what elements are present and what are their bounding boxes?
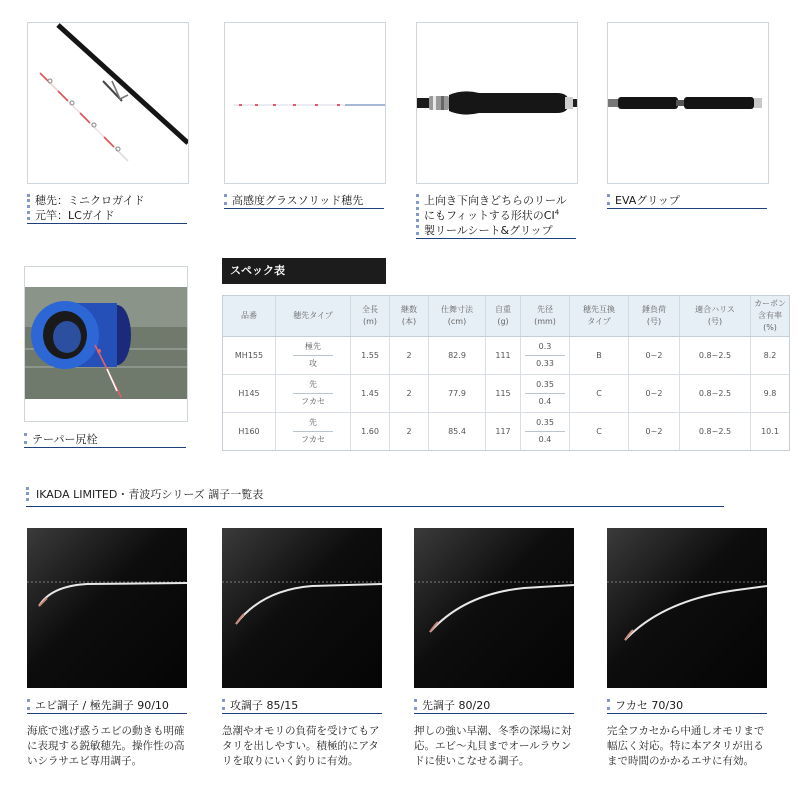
cell-weight: 111 <box>486 337 521 375</box>
rod-bend-curve <box>27 528 187 688</box>
cell-harris: 0.8~2.5 <box>680 413 751 451</box>
caption-line: EVAグリップ <box>615 194 680 207</box>
spec-table <box>223 296 789 450</box>
cell-closed: 77.9 <box>429 375 486 413</box>
action-desc-saki: 押しの強い早潮、冬季の深場に対応。エビ～丸貝までオールラウンドに使いこなせる調子。 <box>414 725 572 767</box>
cell-tip-type: 先 フカセ <box>276 375 351 413</box>
butt-cap-photo <box>24 266 188 422</box>
cell-length: 1.55 <box>351 337 390 375</box>
caption-solid-tip <box>224 193 384 209</box>
action-curve-seme <box>222 528 382 688</box>
action-desc-fukase: 完全フカセから中通しオモリまで幅広く対応。特に本アタリが出るまで時間のかかるエサに有効。 <box>607 725 765 767</box>
rod-guides-illustration <box>28 23 188 183</box>
action-label-fukase: フカセ 70/30 <box>607 698 767 714</box>
rod-bend-curve <box>222 528 382 688</box>
cell-tip-diameter: 0.35 0.4 <box>521 413 570 451</box>
cell-closed: 82.9 <box>429 337 486 375</box>
cell-pieces: 2 <box>390 413 429 451</box>
action-label-seme: 攻調子 85/15 <box>222 698 382 714</box>
caption-reel-seat <box>416 193 576 239</box>
cell-tip-diameter: 0.3 0.33 <box>521 337 570 375</box>
header-tip-diameter: 先径 (mm) <box>521 296 570 337</box>
reel-seat-illustration <box>417 23 577 183</box>
cell-carbon: 10.1 <box>761 426 779 436</box>
reel-seat-photo <box>416 22 578 184</box>
butt-cap-illustration <box>25 267 187 421</box>
cell-carbon: 8.2 <box>751 337 790 375</box>
solid-tip-illustration <box>225 23 385 183</box>
action-desc-seme: 急潮やオモリの負荷を受けてもアタリを出しやすい。積極的にアタリを取りにいく釣りに有効。 <box>222 725 380 767</box>
action-curve-saki <box>414 528 574 688</box>
caption-line-text: にもフィットする形状のCI <box>424 209 555 222</box>
caption-line <box>424 208 576 223</box>
action-section-title: IKADA LIMITED・青波巧シリーズ 調子一覧表 <box>26 486 724 507</box>
cell-compat: C <box>570 413 629 451</box>
caption-line: テーパー尻栓 <box>32 433 98 446</box>
cell-sinker: 0~2 <box>629 413 680 451</box>
rod-bend-curve <box>607 528 767 688</box>
cell-harris: 0.8~2.5 <box>680 375 751 413</box>
caption-line: 元竿：LCガイド <box>35 209 115 222</box>
cell-length: 1.60 <box>351 413 390 451</box>
header-closed-length: 仕舞寸法 (cm) <box>429 296 486 337</box>
action-desc-ebi: 海底で逃げ惑うエビの動きも明確に表現する鋭敏穂先。操作性の高いシラサエビ専用調子。 <box>27 725 185 767</box>
spec-header-row <box>223 296 789 337</box>
eva-grip-photo <box>607 22 769 184</box>
cell-model: H160 <box>223 413 276 451</box>
header-sinker: 錘負荷 (号) <box>629 296 680 337</box>
cell-pieces: 2 <box>390 337 429 375</box>
caption-line: 製リールシート&グリップ <box>424 224 553 237</box>
caption-eva-grip <box>607 193 767 209</box>
caption-guides <box>27 193 187 224</box>
superscript: 4 <box>554 208 560 217</box>
cell-compat: C <box>570 375 629 413</box>
cell-closed: 85.4 <box>429 413 486 451</box>
spec-row-h160 <box>223 413 789 451</box>
cell-weight: 115 <box>486 375 521 413</box>
spec-row-mh155 <box>223 337 789 375</box>
header-tip-type: 穂先タイプ <box>276 296 351 337</box>
caption-line: 上向き下向きどちらのリール <box>424 194 567 207</box>
cell-tip-type: 先 フカセ <box>276 413 351 451</box>
cell-model: MH155 <box>223 337 276 375</box>
caption-line: 高感度グラスソリッド穂先 <box>232 194 364 207</box>
action-label-saki: 先調子 80/20 <box>414 698 574 714</box>
header-harris: 適合ハリス (号) <box>680 296 751 337</box>
caption-line: 穂先：ミニクロガイド <box>35 194 145 207</box>
cell-sinker: 0~2 <box>629 375 680 413</box>
eva-grip-illustration <box>608 23 768 183</box>
cell-harris: 0.8~2.5 <box>680 337 751 375</box>
solid-tip-photo <box>224 22 386 184</box>
cell-carbon: 9.8 <box>751 375 790 413</box>
cell-pieces: 2 <box>390 375 429 413</box>
action-curve-ebi <box>27 528 187 688</box>
spec-table-container <box>222 295 790 451</box>
cell-tip-type: 極先 攻 <box>276 337 351 375</box>
header-model: 品番 <box>223 296 276 337</box>
cell-length: 1.45 <box>351 375 390 413</box>
spec-row-h145 <box>223 375 789 413</box>
cell-compat: B <box>570 337 629 375</box>
caption-butt-cap <box>24 432 186 448</box>
spec-table-title: スペック表 <box>222 258 386 284</box>
header-weight: 自重 (g) <box>486 296 521 337</box>
action-curve-fukase <box>607 528 767 688</box>
rod-bend-curve <box>414 528 574 688</box>
header-length: 全長 (m) <box>351 296 390 337</box>
cell-tip-diameter: 0.35 0.4 <box>521 375 570 413</box>
cell-model: H145 <box>223 375 276 413</box>
header-tip-compat: 穂先互換 タイプ <box>570 296 629 337</box>
guide-photo <box>27 22 189 184</box>
cell-sinker: 0~2 <box>629 337 680 375</box>
cell-weight: 117 <box>486 413 521 451</box>
header-carbon: カーボン 含有率(%) <box>751 296 790 337</box>
action-label-ebi: エビ調子 / 極先調子 90/10 <box>27 698 187 714</box>
header-pieces: 継数 (本) <box>390 296 429 337</box>
